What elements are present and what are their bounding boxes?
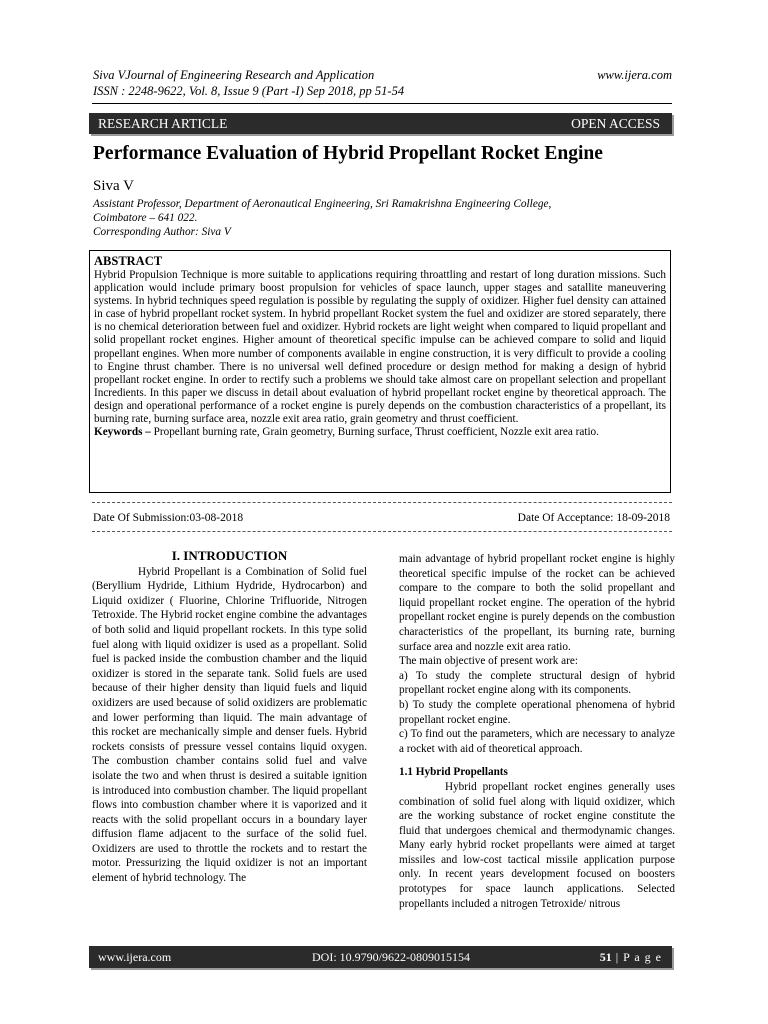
abstract-heading: ABSTRACT — [94, 254, 163, 268]
right-column — [399, 552, 675, 911]
footer-doi: DOI: 10.9790/9622-0809015154 — [312, 950, 470, 964]
page-label: | P a g e — [611, 950, 662, 964]
open-access-label: OPEN ACCESS — [571, 116, 660, 131]
keywords-list: Propellant burning rate, Grain geometry, Burning surface, Thrust coefficient, Nozzle exit area ratio. — [150, 426, 599, 439]
intro-paragraph-2: main advantage of hybrid propellant rocket engine is highly theoretical specific impulse of the rocket can be achieved compare to the compare to both the solid propellant and liquid propellant rocket engine. The operation of the hybrid propellant rocket engine is purely depends on the combustion characteristics of the propellant, its burning rate, burning surface area and nozzle exit area ratio. — [399, 553, 675, 653]
page-number-value: 51 — [599, 950, 612, 964]
dashed-divider-top — [92, 502, 672, 503]
journal-name: Siva VJournal of Engineering Research and Application — [93, 68, 375, 82]
acceptance-date: Date Of Acceptance: 18-09-2018 — [517, 512, 670, 524]
header-website-link[interactable]: www.ijera.com — [597, 68, 672, 82]
left-column — [92, 549, 367, 886]
abstract-text: Hybrid Propulsion Technique is more suitable to applications requiring throattling and restart of long duration missions. Such application would include primary boost propulsion for vehicles of space launch, upper stages and satallite maneuvering systems. In hybrid techniques speed regulation is possible by regulating the supply of oxidizer. Higher fuel density can attained in case of hybrid propellant rocket system. In hybrid propellant Rocket system the fuel and oxidizer are stored separately, there is no chemical deterioration between fuel and oxidizer. Hybrid rockets are light weight when compared to liquid propellant and solid propellant rocket engines. Higher amount of theoretical specific impulse can be achieved compare to solid and liquid propellant engines. When more number of components available in engine construction, it is very difficult to provide a cooling to Engine thrust chamber. There is no universal well defined procedure or design method for making a design of hybrid propellant rocket engine. In order to rectify such a problems we should take almost care on propellant selection and propellant Incredients. In this paper we discuss in detail about evaluation of hybrid propellant rocket engine by theoretical approach. The design and operational performance of a rocket engine is purely depends on the combustion characteristics of a propellant, its burning rate, burning surface area, nozzle exit area ratio, grain geometry and thrust coefficient. — [94, 269, 666, 426]
author-name: Siva V — [93, 178, 134, 194]
subsection-heading: 1.1 Hybrid Propellants — [399, 766, 508, 779]
objective-b: b) To study the complete operational phenomena of hybrid propellant rocket engine. — [399, 698, 675, 726]
footer-website-link[interactable]: www.ijera.com — [98, 950, 172, 964]
issn-line: ISSN : 2248-9622, Vol. 8, Issue 9 (Part -I) Sep 2018, pp 51-54 — [93, 84, 405, 98]
article-type-banner — [89, 113, 672, 134]
paper-title: Performance Evaluation of Hybrid Propellant Rocket Engine — [93, 143, 603, 164]
objectives-intro: The main objective of present work are: — [399, 655, 578, 668]
affiliation-line-2: Coimbatore – 641 022. — [93, 212, 198, 224]
dashed-divider-bottom — [92, 531, 672, 532]
submission-date: Date Of Submission:03-08-2018 — [93, 512, 244, 524]
keywords-label: Keywords – — [94, 426, 151, 439]
author-affiliation — [93, 197, 653, 239]
intro-paragraph-1: Hybrid Propellant is a Combination of Solid fuel (Beryllium Hydride, Lithium Hydride, Hydrocarbon) and Liquid oxidizer ( Fluorine, Chlorine Trifluoride, Nitrogen Tetroxide. The Hybrid rocket engine combine the advantages of both solid and liquid propellant rockets. In this type solid fuel along with liquid oxidizer is used as a propellant. Solid fuel is packed inside the combustion chamber and the liquid oxidizer is stored in the separate tank. Solid fuels are used because of their higher density than liquid fuels and liquid oxidizers are used because of solid oxidizers are problematic and lower performing than liquid. The main advantage of this rocket are mechanically simple and denser fuels. Hybrid rockets consists of pressure vessel contains liquid oxygen. The combustion chamber contains solid fuel and valve isolate the two and when thrust is desired a suitable ignition is introduced into combustion chamber. The liquid propellant flows into combustion chamber where it is vaporized and it reacts with the solid propellant occurs in a boundary layer diffusion flame adjacent to the surface of the solid fuel. Oxidizers are used to throttle the rockets and to restart the motor. Pressurizing the liquid oxidizer is not an important element of hybrid technology. The — [92, 565, 367, 885]
affiliation-line-1: Assistant Professor, Department of Aeronautical Engineering, Sri Ramakrishna Engineering College, — [93, 198, 552, 210]
hybrid-propellants-paragraph: Hybrid propellant rocket engines generally uses combination of solid fuel along with liquid oxidizer, which are the working substance of rocket engine constitute the fluid that undergoes chemical and thermodynamic changes. Many early hybrid rocket propellants were aimed at target missiles and low-cost tactical missile application purpose only. In recent years development focused on boosters prototypes for space launch applications. Selected propellants included a nitrogen Tetroxide/ nitrous — [399, 780, 675, 910]
objective-c: c) To find out the parameters, which are necessary to analyze a rocket with aid of theoretical approach. — [399, 728, 675, 755]
corresponding-author: Corresponding Author: Siva V — [93, 226, 231, 238]
page-number — [600, 950, 662, 965]
objective-a: a) To study the complete structural design of hybrid propellant rocket engine along with its components. — [399, 669, 675, 697]
page-footer — [89, 946, 672, 968]
header-rule — [92, 103, 672, 104]
keywords — [94, 426, 666, 439]
research-article-label: RESEARCH ARTICLE — [98, 116, 228, 131]
abstract-box — [89, 250, 671, 493]
introduction-heading: I. INTRODUCTION — [171, 548, 288, 563]
